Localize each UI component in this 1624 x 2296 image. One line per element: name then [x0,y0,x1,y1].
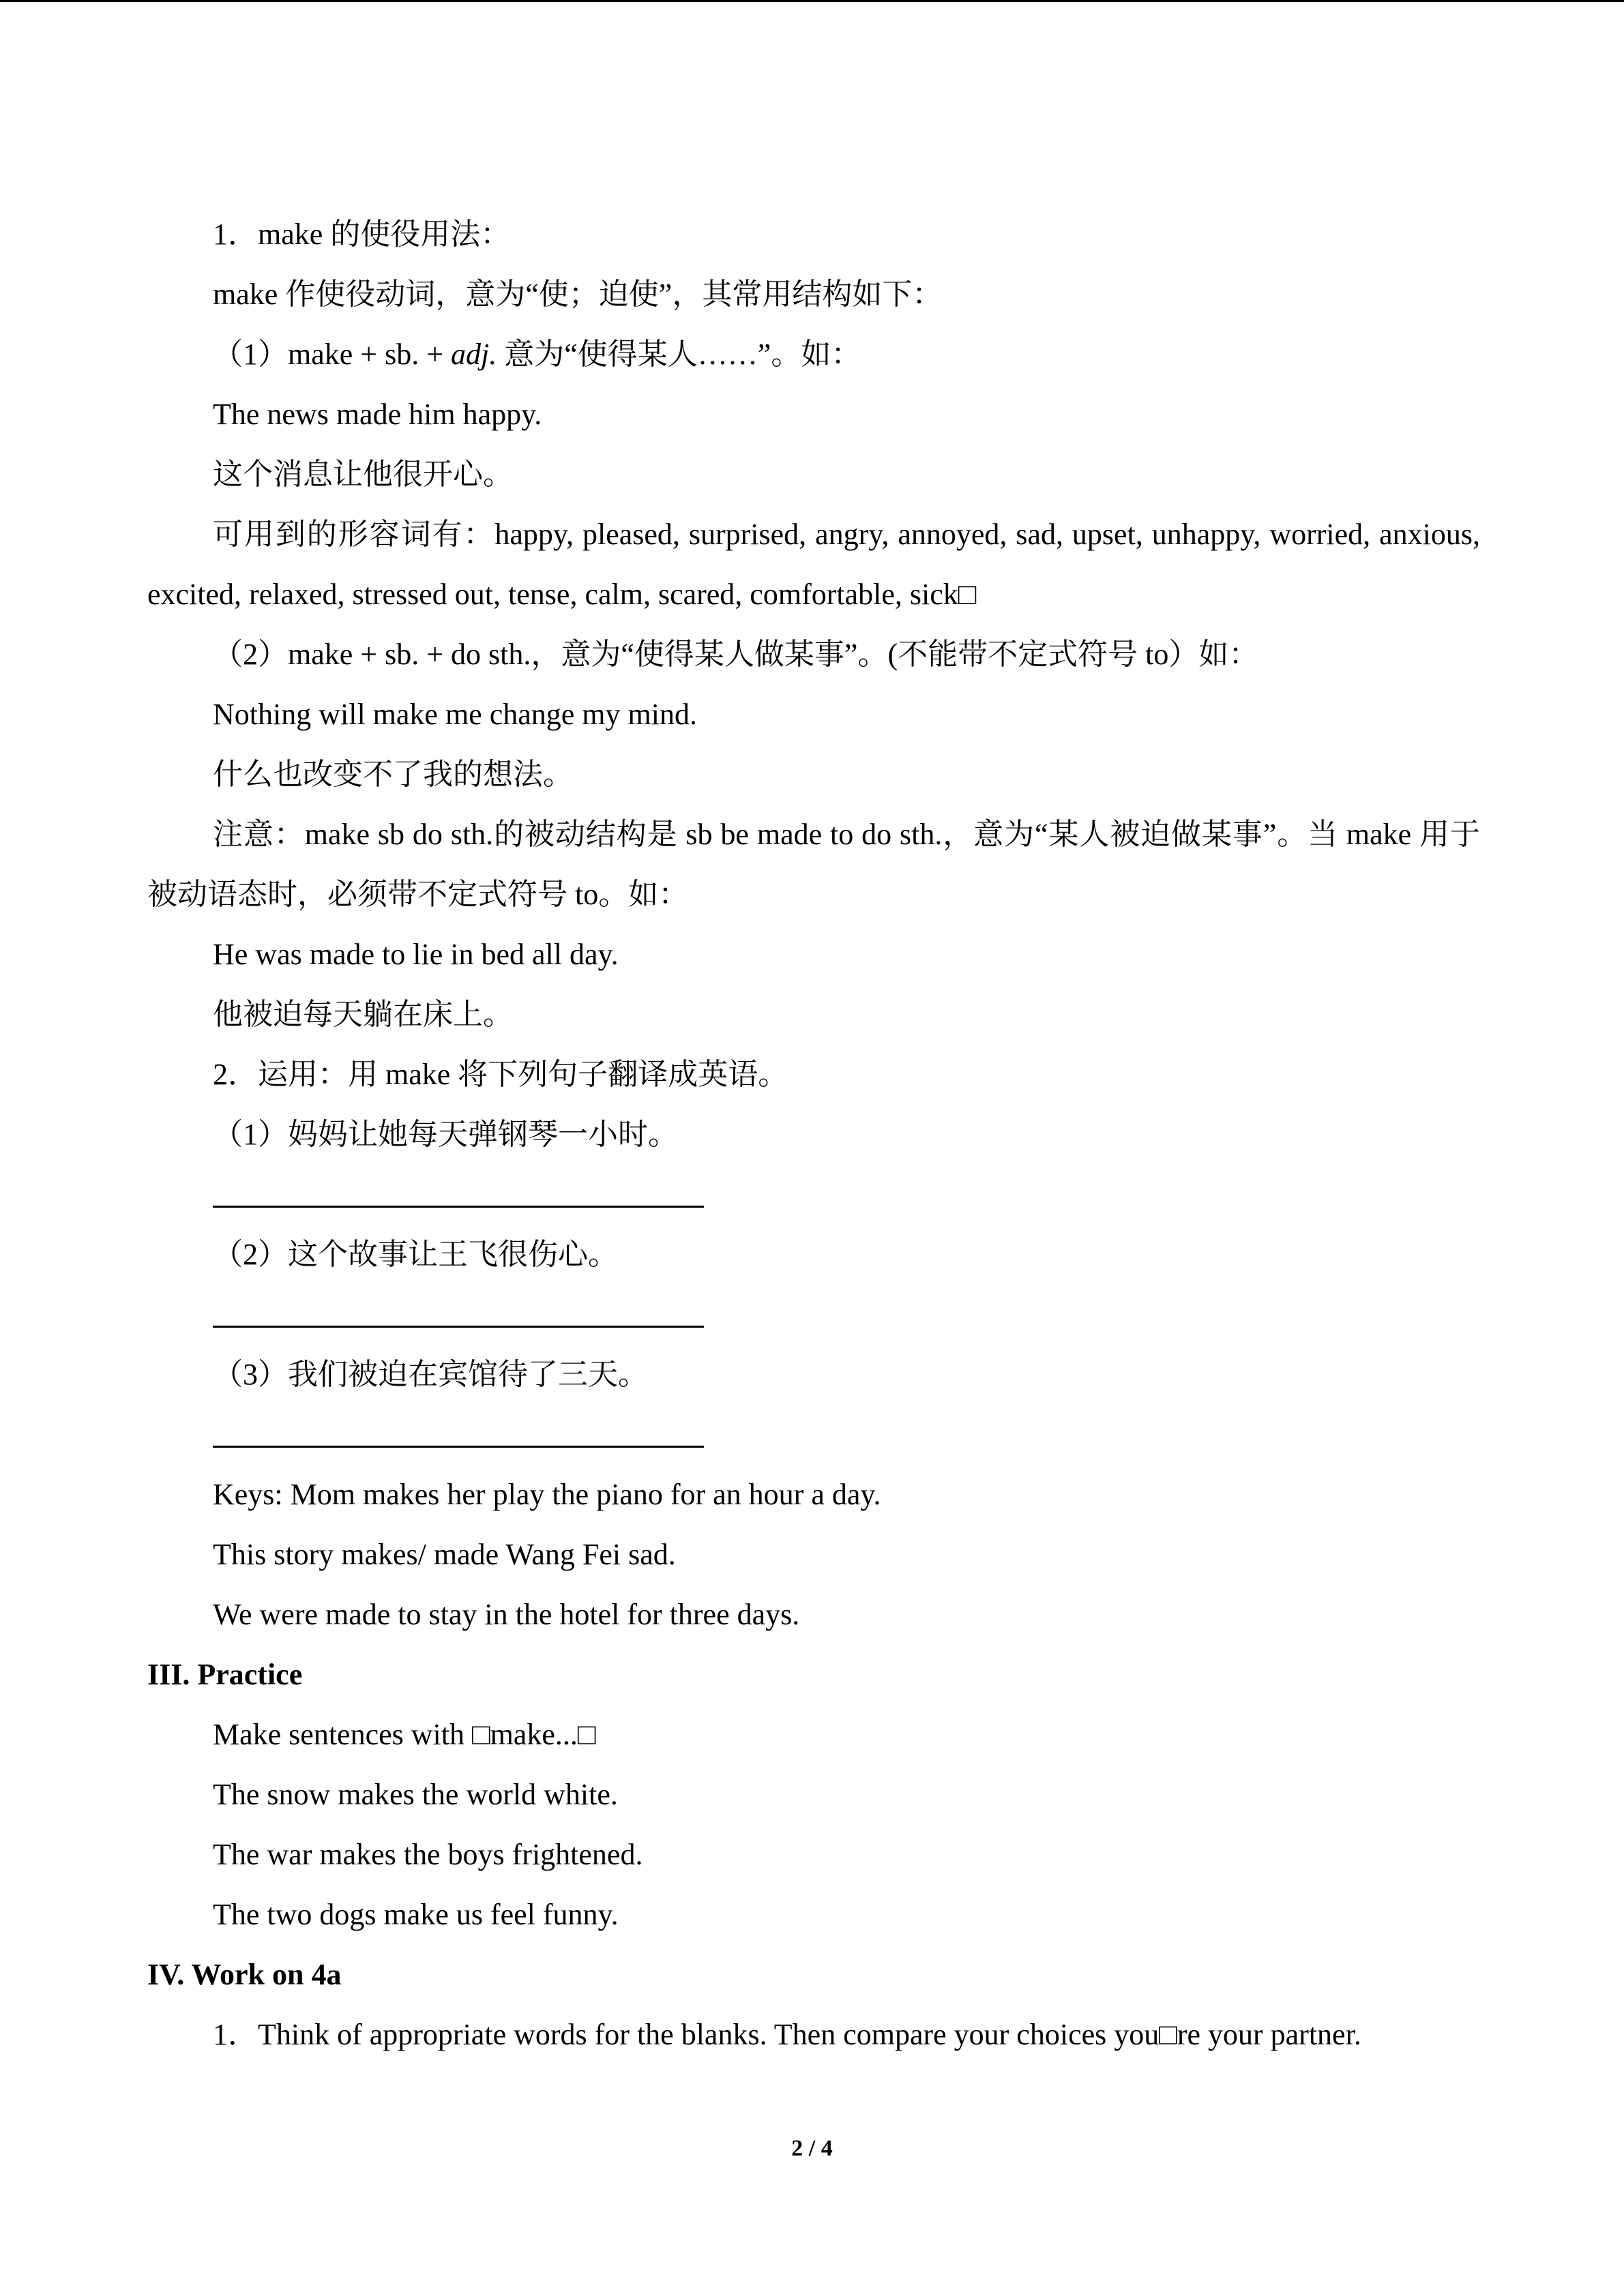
answer-line [213,1446,704,1448]
practice-heading: III. Practice [147,1658,303,1691]
work-instruction: 1．Think of appropriate words for the blanks. Then compare your choices you□re your partner. [213,2018,1361,2051]
adjective-list: 可用到的形容词有：happy, pleased, surprised, angry, annoyed, sad, upset, unhappy, worried, anxious, excited, relaxed, stressed out, tense, calm, scared, comfortable, sick□ [147,518,1480,611]
page-content [147,205,1480,2065]
missing-glyph: □ [958,578,977,611]
answer-blank-3 [147,1405,1480,1465]
key-3: We were made to stay in the hotel for three days. [213,1598,800,1631]
practice-sentence-3: The two dogs make us feel funny. [213,1898,619,1931]
practice-instruction: Make sentences with □make...□ [213,1718,596,1751]
point-1-title: 1．make 的使役用法： [213,218,511,251]
example-2-en: Nothing will make me change my mind. [213,698,697,731]
key-2: This story makes/ made Wang Fei sad. [213,1538,676,1571]
practice-sentence-1: The snow makes the world white. [213,1778,618,1811]
work-heading: IV. Work on 4a [147,1958,342,1991]
practice-sentence-2: The war makes the boys frightened. [213,1838,643,1871]
question-3: （3）我们被迫在宾馆待了三天。 [213,1358,648,1391]
example-2-zh: 什么也改变不了我的想法。 [213,758,573,791]
example-3-zh: 他被迫每天躺在床上。 [213,998,513,1031]
example-1-en: The news made him happy. [213,398,542,431]
top-border [0,0,1624,2]
answer-line [213,1206,704,1208]
structure-1: （1）make + sb. + adj. 意为“使得某人……”。如： [213,338,861,371]
answer-line [213,1326,704,1328]
answer-blank-1 [147,1165,1480,1225]
structure-2: （2）make + sb. + do sth.，意为“使得某人做某事”。(不能带不定式符号 to）如： [213,638,1259,671]
passive-note: 注意：make sb do sth.的被动结构是 sb be made to do sth.，意为“某人被迫做某事”。当 make 用于被动语态时，必须带不定式符号 to。如： [147,818,1480,911]
question-2: （2）这个故事让王飞很伤心。 [213,1238,618,1271]
example-3-en: He was made to lie in bed all day. [213,938,619,971]
make-definition: make 作使役动词，意为“使；迫使”，其常用结构如下： [213,278,943,311]
answer-blank-2 [147,1285,1480,1345]
point-2-title: 2．运用：用 make 将下列句子翻译成英语。 [213,1058,788,1091]
question-1: （1）妈妈让她每天弹钢琴一小时。 [213,1118,678,1151]
key-1: Keys: Mom makes her play the piano for an hour a day. [213,1478,881,1511]
page-number: 2 / 4 [791,2136,833,2161]
example-1-zh: 这个消息让他很开心。 [213,458,513,491]
